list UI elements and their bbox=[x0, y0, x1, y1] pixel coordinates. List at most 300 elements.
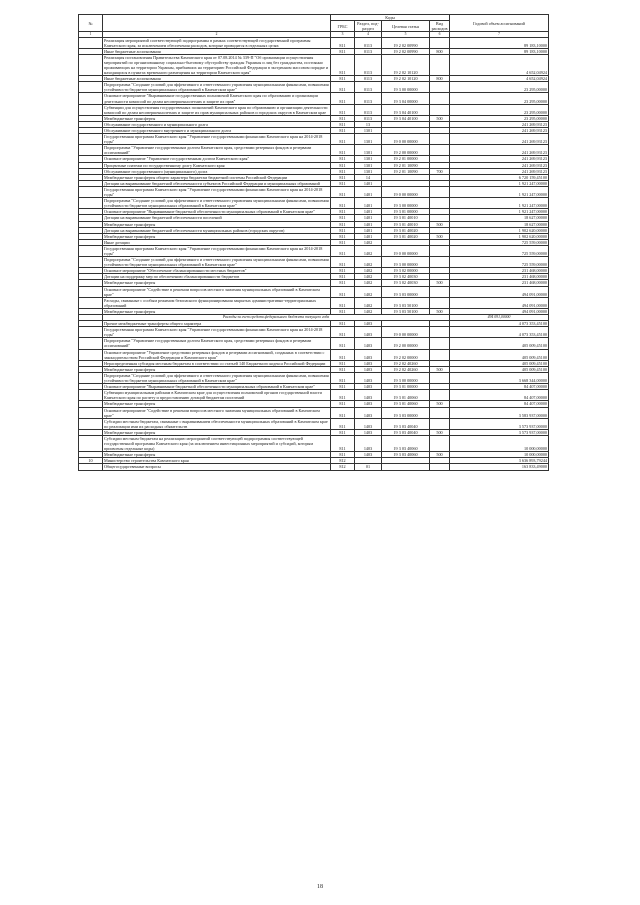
row-target-article: 19 2 02 10120 bbox=[382, 54, 430, 75]
row-name: Реализация мероприятий соответствующей подпрограммы в рамках соответствующей государственной программы Камчатского края, за исключением обеспечения расходов, которые приводятся в отдельных целях bbox=[103, 37, 331, 48]
table-row bbox=[79, 145, 549, 156]
row-sum: 4 652,04924 bbox=[450, 54, 549, 75]
row-name: Дотации на выравнивание бюджетной обеспеченности муниципальных районов (городских округов) bbox=[103, 227, 331, 233]
row-target-article: 19 3 04 40100 bbox=[382, 104, 430, 115]
row-sum: 89 183,10000 bbox=[450, 37, 549, 48]
row-sum: 231 468,00000 bbox=[450, 274, 549, 280]
row-razdel: 1402 bbox=[355, 268, 382, 274]
row-name: Прочие межбюджетные трансферты общего характера bbox=[103, 321, 331, 327]
row-grbs: 811 bbox=[331, 162, 355, 168]
row-name: Основное мероприятие "Выравнивание бюджетной обеспеченности муниципальных образований в Камчатском крае" bbox=[103, 209, 331, 215]
row-name: Государственная программа Камчатского края "Управление государственными финансами Камчатского края на 2014-2018 годы" bbox=[103, 245, 331, 256]
table-header bbox=[79, 15, 549, 38]
row-razdel: 1401 bbox=[355, 227, 382, 233]
row-name: Обслуживание государственного и муниципального долга bbox=[103, 121, 331, 127]
row-grbs: 811 bbox=[331, 286, 355, 297]
row-number bbox=[79, 37, 103, 48]
row-name: Подпрограмма "Управление государственным долгом Камчатского края, средствами резервных фондов и резервами ассигнований" bbox=[103, 338, 331, 349]
row-sum: 18 627,00000 bbox=[450, 221, 549, 227]
row-razdel: 1301 bbox=[355, 128, 382, 134]
row-razdel: 1301 bbox=[355, 162, 382, 168]
row-razdel: 1403 bbox=[355, 321, 382, 327]
row-razdel: 0113 bbox=[355, 54, 382, 75]
header-expense-type: Вид расходов bbox=[430, 21, 450, 32]
row-expense-type bbox=[430, 390, 450, 401]
row-sum: 231 468,00000 bbox=[450, 268, 549, 274]
row-expense-type: 500 bbox=[430, 233, 450, 239]
row-expense-type: 500 bbox=[430, 115, 450, 121]
row-sum: 10 000,00000 bbox=[450, 435, 549, 451]
row-razdel: 1301 bbox=[355, 134, 382, 145]
row-sum: 3 573 937,00000 bbox=[450, 429, 549, 435]
row-target-article: 19 3 01 40020 bbox=[382, 233, 430, 239]
row-sum: 494 091,00000 bbox=[450, 297, 549, 308]
row-expense-type bbox=[430, 372, 450, 383]
row-number bbox=[79, 198, 103, 209]
table-row bbox=[79, 464, 549, 470]
row-number bbox=[79, 286, 103, 297]
row-target-article: 19 3 03 40060 bbox=[382, 452, 430, 458]
row-target-article: 19 3 03 00000 bbox=[382, 407, 430, 418]
row-name: Межбюджетные трансферты bbox=[103, 366, 331, 372]
row-name: Подпрограмма "Создание условий для эффективного и ответственного управления муниципальными финансами, повышения устойчивости бюджетов муниципальных образований в Камчатском крае" bbox=[104, 198, 329, 209]
row-razdel: 1402 bbox=[355, 274, 382, 280]
row-target-article: 19 3 04 00000 bbox=[382, 93, 430, 104]
row-sum: 241 269,93123 bbox=[450, 134, 549, 145]
row-target-article: 19 0 00 00000 bbox=[382, 134, 430, 145]
row-name: Дотации на выравнивание бюджетной обеспеченности субъектов Российской Федерации и муниципальных образований bbox=[103, 180, 331, 186]
header-name bbox=[103, 15, 331, 32]
row-razdel: 1402 bbox=[355, 245, 382, 256]
row-name: Межбюджетные трансферты bbox=[103, 280, 331, 286]
row-number bbox=[79, 245, 103, 256]
row-number bbox=[79, 435, 103, 451]
row-expense-type: 500 bbox=[430, 401, 450, 407]
row-razdel: 1403 bbox=[355, 366, 382, 372]
row-grbs: 811 bbox=[331, 407, 355, 418]
row-expense-type: 500 bbox=[430, 366, 450, 372]
table-row bbox=[79, 435, 549, 451]
row-number bbox=[79, 145, 103, 156]
row-sum: 1 902 620,00000 bbox=[450, 227, 549, 233]
row-expense-type bbox=[430, 435, 450, 451]
row-sum: 23 295,00000 bbox=[450, 115, 549, 121]
row-name: Дотации на выравнивание бюджетной обеспеченности поселений bbox=[103, 215, 331, 221]
row-name: Основное мероприятие "Выравнивание бюджетной обеспеченности муниципальных образований в Камчатском крае" bbox=[103, 384, 331, 390]
row-grbs: 811 bbox=[331, 297, 355, 308]
row-expense-type: 800 bbox=[430, 48, 450, 54]
row-grbs: 811 bbox=[331, 221, 355, 227]
row-grbs: 811 bbox=[331, 268, 355, 274]
row-razdel: 1401 bbox=[355, 221, 382, 227]
row-target-article: 19 3 00 00000 bbox=[382, 257, 430, 268]
row-name: Межбюджетные трансферты общего характера бюджетам бюджетной системы Российской Федерации bbox=[103, 174, 331, 180]
row-number: 10 bbox=[79, 458, 103, 464]
row-grbs: 811 bbox=[331, 168, 355, 174]
row-razdel: 0113 bbox=[355, 104, 382, 115]
row-sum: 405 009,45100 bbox=[450, 338, 549, 349]
row-target-article: 19 3 04 40100 bbox=[382, 115, 430, 121]
row-expense-type: 800 bbox=[430, 76, 450, 82]
row-grbs: 811 bbox=[331, 233, 355, 239]
row-grbs: 811 bbox=[331, 186, 355, 197]
row-razdel: 14 bbox=[355, 174, 382, 180]
row-grbs: 811 bbox=[331, 418, 355, 429]
table-row bbox=[79, 186, 549, 197]
row-name: Основное мероприятие "Управление государственным долгом Камчатского края" bbox=[103, 156, 331, 162]
budget-table bbox=[78, 14, 549, 471]
row-number bbox=[79, 407, 103, 418]
row-razdel: 1401 bbox=[355, 198, 382, 209]
row-expense-type bbox=[430, 407, 450, 418]
table-row bbox=[79, 134, 549, 145]
row-expense-type bbox=[430, 82, 450, 93]
row-razdel: 1402 bbox=[355, 257, 382, 268]
row-grbs: 811 bbox=[331, 209, 355, 215]
row-razdel: 1401 bbox=[355, 233, 382, 239]
row-grbs: 811 bbox=[331, 121, 355, 127]
row-name: Основное мероприятие "Содействие в решении вопросов местного значения муниципальных образований в Камчатском крае" bbox=[103, 286, 331, 297]
row-name: Государственная программа Камчатского края "Управление государственными финансами Камчатского края на 2014-2018 годы" bbox=[103, 134, 331, 145]
row-target-article: 19 3 00 00000 bbox=[382, 82, 430, 93]
row-target-article: 19 3 03 40040 bbox=[382, 418, 430, 429]
row-name: Межбюджетные трансферты bbox=[103, 429, 331, 435]
row-name: Государственная программа Камчатского края "Управление государственными финансами Камчатского края на 2014-2018 годы" bbox=[103, 327, 331, 338]
row-sum: 1 921 247,00000 bbox=[450, 186, 549, 197]
row-grbs: 811 bbox=[331, 156, 355, 162]
row-expense-type bbox=[430, 327, 450, 338]
row-expense-type bbox=[430, 245, 450, 256]
table-row bbox=[79, 54, 549, 75]
table-row bbox=[79, 338, 549, 349]
row-grbs: 811 bbox=[331, 274, 355, 280]
row-sum: 725 559,00000 bbox=[450, 239, 549, 245]
row-razdel: 1401 bbox=[355, 180, 382, 186]
row-expense-type bbox=[430, 93, 450, 104]
row-name: Нераспределенная субсидия местным бюджетам в соответствии со статьей 140 Бюджетного кодекса Российской Федерации bbox=[103, 360, 331, 366]
row-target-article: 19 2 02 40260 bbox=[382, 366, 430, 372]
row-name: Подпрограмма "Создание условий для эффективного и ответственного управления муниципальными финансами, повышения устойчивости бюджетов муниципальных образований в Камчатском крае" bbox=[104, 372, 329, 384]
row-name: Основное мероприятие "Обеспечение сбалансированности местных бюджетов" bbox=[103, 268, 331, 274]
row-razdel: 0113 bbox=[355, 37, 382, 48]
header-grbs: ГРБС bbox=[331, 21, 355, 32]
row-expense-type: 500 bbox=[430, 308, 450, 314]
row-razdel: 1403 bbox=[355, 372, 382, 383]
row-razdel: 1403 bbox=[355, 401, 382, 407]
row-razdel: 1403 bbox=[355, 390, 382, 401]
row-grbs: 811 bbox=[331, 145, 355, 156]
row-target-article: 19 3 01 40060 bbox=[382, 390, 430, 401]
header-codes: Коды bbox=[331, 15, 450, 21]
row-razdel: 1403 bbox=[355, 338, 382, 349]
row-razdel: 0113 bbox=[355, 48, 382, 54]
row-number bbox=[79, 186, 103, 197]
row-expense-type bbox=[430, 104, 450, 115]
row-name: Дотации на поддержку мер по обеспечению сбалансированности бюджетов bbox=[103, 274, 331, 280]
row-sum: 231 468,00000 bbox=[450, 280, 549, 286]
row-grbs: 811 bbox=[331, 390, 355, 401]
row-razdel: 1403 bbox=[355, 429, 382, 435]
row-grbs: 811 bbox=[331, 435, 355, 451]
row-sum: 163 833,49000 bbox=[450, 464, 549, 470]
row-razdel: 1402 bbox=[355, 308, 382, 314]
row-expense-type bbox=[430, 37, 450, 48]
row-grbs: 811 bbox=[331, 174, 355, 180]
row-expense-type bbox=[430, 186, 450, 197]
row-name: Субвенции для осуществления государственных полномочий Камчатского края по образованию и организации деятельности комиссий по делам несовершеннолетних и защите их прав муниципальных районов и городских округов в Камчатском крае bbox=[103, 104, 331, 115]
row-sum: 84 407,00000 bbox=[450, 401, 549, 407]
row-sum: 3 583 937,00000 bbox=[450, 407, 549, 418]
row-sum: 4 652,04924 bbox=[450, 76, 549, 82]
row-grbs: 812 bbox=[331, 458, 355, 464]
column-index: 6 bbox=[430, 32, 450, 38]
table-row bbox=[79, 418, 549, 429]
row-name: Обслуживание государственного внутреннего и муниципального долга bbox=[103, 128, 331, 134]
row-number bbox=[79, 372, 103, 383]
row-grbs: 811 bbox=[331, 429, 355, 435]
row-grbs: 811 bbox=[331, 321, 355, 327]
row-name: Процентные платежи по государственному долгу Камчатского края bbox=[103, 162, 331, 168]
column-index: 1 bbox=[79, 32, 103, 38]
table-row bbox=[79, 82, 549, 93]
row-sum: 89 183,10000 bbox=[450, 48, 549, 54]
row-sum: 405 009,45100 bbox=[450, 360, 549, 366]
table-row bbox=[79, 93, 549, 104]
row-number bbox=[79, 390, 103, 401]
row-razdel: 1402 bbox=[355, 239, 382, 245]
row-grbs: 811 bbox=[331, 384, 355, 390]
row-razdel: 01 bbox=[355, 464, 382, 470]
row-expense-type bbox=[430, 145, 450, 156]
row-name: Основное мероприятие "Управление средствами резервных фондов и резервами ассигнований, созданных в соответствии с законодательством Российской Федерации и Камчатского края" bbox=[103, 349, 331, 360]
row-name: Государственная программа Камчатского края "Управление государственными финансами Камчатского края на 2014-2018 годы" bbox=[103, 186, 331, 197]
row-name: Подпрограмма "Создание условий для эффективного и ответственного управления муниципальными финансами, повышения устойчивости бюджетов муниципальных образований в Камчатском крае" bbox=[104, 82, 329, 93]
row-target-article: 19 2 00 00000 bbox=[382, 145, 430, 156]
row-name: Межбюджетные трансферты bbox=[103, 452, 331, 458]
row-expense-type bbox=[430, 338, 450, 349]
row-name: Основное мероприятие "Содействие в решении вопросов местного значения муниципальных образований в Камчатском крае" bbox=[103, 407, 331, 418]
row-sum: 4 073 353,45100 bbox=[450, 321, 549, 327]
row-target-article: 19 3 01 40020 bbox=[382, 227, 430, 233]
row-target-article: 19 2 02 00990 bbox=[382, 48, 430, 54]
row-target-article: 19 3 01 40010 bbox=[382, 215, 430, 221]
row-grbs: 811 bbox=[331, 37, 355, 48]
row-razdel: 1401 bbox=[355, 215, 382, 221]
row-target-article: 19 3 03 00000 bbox=[382, 286, 430, 297]
row-sum: 3 573 937,00000 bbox=[450, 418, 549, 429]
row-number bbox=[79, 257, 103, 268]
row-target-article: 19 3 03 50100 bbox=[382, 297, 430, 308]
row-name: Реализация постановления Правительства Камчатского края от 07.08.2014 № 339-П "Об организации осуществления мероприятий по организованному социально-бытовому обустройству граждан Украины и лиц без гражданства, постоянно проживающих на территории Украины, прибывших на территорию Российской Федерации в экстренном массовом порядке и находящихся в пунктах временного размещения на территории Камчатского края" bbox=[103, 54, 331, 75]
row-sum: 23 295,00000 bbox=[450, 93, 549, 104]
row-name: Межбюджетные трансферты bbox=[103, 115, 331, 121]
table-row bbox=[79, 286, 549, 297]
row-sum: 494 091,00000 bbox=[450, 315, 549, 321]
row-grbs: 811 bbox=[331, 104, 355, 115]
row-name: Общегосударственные вопросы bbox=[103, 464, 331, 470]
table-row bbox=[79, 372, 549, 383]
row-razdel: 1401 bbox=[355, 209, 382, 215]
row-name: Межбюджетные трансферты bbox=[103, 401, 331, 407]
row-grbs: 811 bbox=[331, 401, 355, 407]
row-razdel: 1403 bbox=[355, 349, 382, 360]
row-sum: 18 627,00000 bbox=[450, 215, 549, 221]
row-sum: 23 295,00000 bbox=[450, 104, 549, 115]
row-expense-type: 500 bbox=[430, 429, 450, 435]
row-razdel: 1403 bbox=[355, 327, 382, 338]
row-razdel: 13 bbox=[355, 121, 382, 127]
table-row bbox=[79, 349, 549, 360]
row-target-article: 19 0 00 00000 bbox=[382, 186, 430, 197]
row-name: Межбюджетные трансферты bbox=[103, 233, 331, 239]
row-razdel: 1402 bbox=[355, 286, 382, 297]
row-target-article: 19 2 00 00000 bbox=[382, 338, 430, 349]
row-grbs: 811 bbox=[331, 366, 355, 372]
table-row bbox=[79, 104, 549, 115]
row-grbs: 811 bbox=[331, 128, 355, 134]
row-razdel: 0113 bbox=[355, 115, 382, 121]
row-name: Расходы, связанные с особым режимом безопасного функционирования закрытых административно-территориальных образований bbox=[103, 297, 331, 308]
row-sum: 241 269,93123 bbox=[450, 145, 549, 156]
row-target-article: 19 3 02 00000 bbox=[382, 268, 430, 274]
row-target-article: 19 3 01 00000 bbox=[382, 209, 430, 215]
row-sum: 23 295,00000 bbox=[450, 82, 549, 93]
row-expense-type bbox=[430, 464, 450, 470]
row-target-article: 19 3 01 40010 bbox=[382, 221, 430, 227]
row-sum: 84 407,00000 bbox=[450, 390, 549, 401]
row-sum: 1 921 247,00000 bbox=[450, 198, 549, 209]
row-grbs: 811 bbox=[331, 338, 355, 349]
row-grbs: 811 bbox=[331, 76, 355, 82]
row-grbs: 811 bbox=[331, 180, 355, 186]
row-expense-type: 700 bbox=[430, 168, 450, 174]
row-number bbox=[79, 464, 103, 470]
row-target-article: 19 2 01 10090 bbox=[382, 162, 430, 168]
row-sum: 241 269,93123 bbox=[450, 156, 549, 162]
row-grbs: 811 bbox=[331, 134, 355, 145]
row-grbs: 811 bbox=[331, 452, 355, 458]
header-razdel: Раздел, под-раздел bbox=[355, 21, 382, 32]
row-expense-type: 500 bbox=[430, 221, 450, 227]
row-razdel: 1403 bbox=[355, 407, 382, 418]
row-name: Субвенции муниципальным районам в Камчатском крае для осуществления полномочий органов государственной власти Камчатского края по расчету и предоставлению дотаций бюджетам поселений bbox=[103, 390, 331, 401]
row-expense-type bbox=[430, 134, 450, 145]
row-sum: 494 091,00000 bbox=[450, 286, 549, 297]
row-razdel: 1301 bbox=[355, 156, 382, 162]
row-expense-type: 500 bbox=[430, 452, 450, 458]
row-grbs: 811 bbox=[331, 48, 355, 54]
row-sum: 84 407,00000 bbox=[450, 384, 549, 390]
row-razdel: 1401 bbox=[355, 186, 382, 197]
row-name: Субсидии местным бюджетам, связанные с выравниванием обеспеченности муниципальных образований в Камчатском крае по реализации ими их расходных обязательств bbox=[103, 418, 331, 429]
table-row bbox=[79, 37, 549, 48]
row-grbs: 811 bbox=[331, 115, 355, 121]
row-expense-type bbox=[430, 349, 450, 360]
row-number bbox=[79, 104, 103, 115]
row-target-article: 19 3 02 40030 bbox=[382, 280, 430, 286]
row-target-article: 19 2 02 40260 bbox=[382, 360, 430, 366]
row-razdel: 1402 bbox=[355, 280, 382, 286]
row-grbs: 811 bbox=[331, 215, 355, 221]
column-index: 3 bbox=[331, 32, 355, 38]
row-sum: 3 668 344,00000 bbox=[450, 372, 549, 383]
row-razdel: 0113 bbox=[355, 93, 382, 104]
row-razdel: 1403 bbox=[355, 360, 382, 366]
row-razdel: 0113 bbox=[355, 82, 382, 93]
row-number bbox=[79, 297, 103, 308]
row-sum: 1 921 247,00000 bbox=[450, 180, 549, 186]
row-target-article: 19 3 03 40060 bbox=[382, 435, 430, 451]
table-row bbox=[79, 257, 549, 268]
row-name: Подпрограмма "Создание условий для эффективного и ответственного управления муниципальными финансами, повышения устойчивости бюджетов муниципальных образований в Камчатском крае" bbox=[104, 257, 329, 268]
row-sum: 241 269,93123 bbox=[450, 162, 549, 168]
row-grbs: 811 bbox=[331, 308, 355, 314]
row-grbs: 811 bbox=[331, 245, 355, 256]
table-row bbox=[79, 245, 549, 256]
row-name: Подпрограмма "Управление государственным долгом Камчатского края, средствами резервных фондов и резервами ассигнований" bbox=[103, 145, 331, 156]
column-index: 7 bbox=[450, 32, 549, 38]
row-number bbox=[79, 418, 103, 429]
column-index: 2 bbox=[103, 32, 331, 38]
row-target-article: 19 2 01 00000 bbox=[382, 156, 430, 162]
row-number bbox=[79, 134, 103, 145]
row-name: Иные бюджетные ассигнования bbox=[103, 48, 331, 54]
row-sum: 1 902 620,00000 bbox=[450, 233, 549, 239]
row-razdel: 1301 bbox=[355, 168, 382, 174]
row-expense-type bbox=[430, 54, 450, 75]
row-expense-type bbox=[430, 418, 450, 429]
row-number bbox=[79, 349, 103, 360]
row-sum: 4 073 353,45100 bbox=[450, 327, 549, 338]
row-number bbox=[79, 93, 103, 104]
header-target-article: Целевая статья bbox=[382, 21, 430, 32]
row-target-article: 19 3 01 40060 bbox=[382, 401, 430, 407]
row-name: Иные дотации bbox=[103, 239, 331, 245]
row-name: Межбюджетные трансферты bbox=[103, 221, 331, 227]
row-expense-type bbox=[430, 257, 450, 268]
row-sum: 494 091,00000 bbox=[450, 308, 549, 314]
column-index: 5 bbox=[382, 32, 430, 38]
table-row bbox=[79, 407, 549, 418]
header-sum: Годовой объем ассигнований bbox=[450, 15, 549, 32]
row-grbs: 811 bbox=[331, 54, 355, 75]
row-name: Обслуживание государственного (муниципального) долга bbox=[103, 168, 331, 174]
row-sum: 6 720 159,45100 bbox=[450, 174, 549, 180]
row-grbs: 811 bbox=[331, 82, 355, 93]
row-expense-type bbox=[430, 297, 450, 308]
row-target-article: 19 3 03 50100 bbox=[382, 308, 430, 314]
header-number: № bbox=[79, 15, 103, 32]
row-grbs: 811 bbox=[331, 327, 355, 338]
row-sum: 241 269,93123 bbox=[450, 168, 549, 174]
row-number bbox=[79, 338, 103, 349]
row-grbs: 811 bbox=[331, 239, 355, 245]
row-target-article: 19 0 00 00000 bbox=[382, 327, 430, 338]
row-number bbox=[79, 82, 103, 93]
row-target-article: 19 3 03 40040 bbox=[382, 429, 430, 435]
row-grbs: 811 bbox=[331, 257, 355, 268]
row-target-article: 19 2 02 00990 bbox=[382, 37, 430, 48]
row-sum: 405 009,45100 bbox=[450, 366, 549, 372]
row-grbs: 811 bbox=[331, 93, 355, 104]
row-name: Министерство строительства Камчатского края bbox=[103, 458, 331, 464]
row-sum: 725 559,00000 bbox=[450, 245, 549, 256]
column-index: 4 bbox=[355, 32, 382, 38]
row-target-article: 19 3 00 00000 bbox=[382, 372, 430, 383]
row-grbs: 811 bbox=[331, 280, 355, 286]
row-name: Субсидии местным бюджетам на реализацию мероприятий соответствующей подпрограммы соответствующей государственной программы Камчатского края (за исключением инвестиционных мероприятий и субсидий, которым присвоены отдельные коды) bbox=[103, 435, 331, 451]
row-note: Расходы за счет средств федерального бюджета текущего года bbox=[103, 315, 450, 321]
